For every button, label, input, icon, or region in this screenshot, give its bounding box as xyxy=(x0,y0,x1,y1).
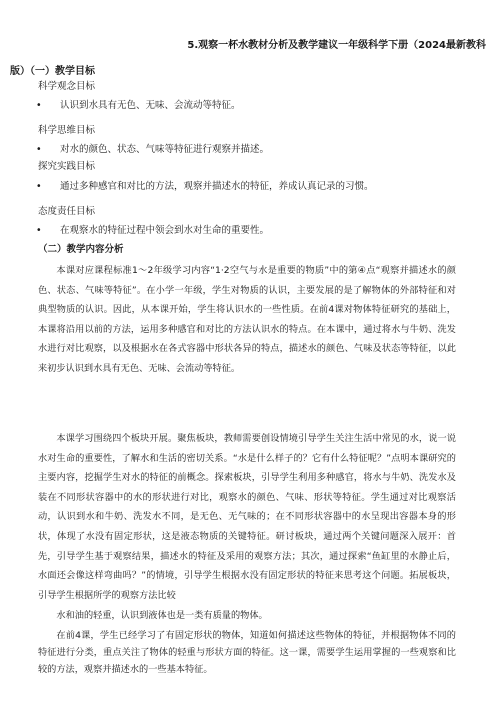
paragraph-2: 本课学习围绕四个板块开展。聚焦板块，教师需要创设情境引导学生关注生活中常见的水，说一说水对生命的重要性，了解水和生活的密切关系。“水是什么样子的？它有什么特征呢？”点明本课研究的主要内容，挖掘学生对水的特征的前概念。探索板块，引导学生利用多种感官，将水与牛奶、洗发水及装在不同形状容器中的水的形状进行对比，观察水的颜色、气味、形状等特征。学生通过对比观察活动，认识到水和牛奶、洗发水不同，是无色、无气味的；在不同形状容器中的水呈现出容器本身的形状，体现了水没有固定形状，这是液态物质的关键特征。研讨板块，通过两个关键问题深入展开：首先，引导学生基于观察结果，描述水的特征及采用的观察方法；其次，通过探索“鱼缸里的水静止后，水面还会像这样弯曲吗？”的情境，引导学生根据水没有固定形状的特征来思考这个问题。拓展板块，引导学生根据所学的观察方法比较 xyxy=(38,433,456,601)
goal-item-text: 通过多种感官和对比的方法，观察并描述水的特征，养成认真记录的习惯。 xyxy=(60,181,374,192)
bullet-icon: • xyxy=(36,225,42,236)
bullet-icon: • xyxy=(36,144,42,155)
title-line-2: 版）（一）教学目标 xyxy=(10,66,95,77)
bullet-icon: • xyxy=(36,100,42,111)
title-line-1: 5.观察一杯水教材分析及教学建议一年级科学下册（2024最新教科 xyxy=(187,40,486,51)
goal-heading-concept: 科学观念目标 xyxy=(38,81,96,92)
goal-heading-practice: 探究实践目标 xyxy=(38,161,96,172)
goal-item-practice xyxy=(36,180,374,194)
paragraph-1: 本课对应课程标准1～2年级学习内容“1·2空气与水是重要的物质”中的第④点“观察并描述水的颜色、状态、气味等特征”。在小学一年级，学生对物质的认识，主要发展的是了解物体的外部特征和对典型物质的认识。因此，从本课开始，学生将认识水的一些性质。在前4课对物体特征研究的基础上，本课将沿用以前的方法，运用多种感官和对比的方法认识水的特点。在本课中，通过将水与牛奶、洗发水进行对比观察，以及根据水在各式容器中形状各异的特点，描述水的颜色、气味及状态等特征，以此来初步认识到水具有无色、无味、会流动等特征。 xyxy=(38,265,456,374)
document-title xyxy=(10,38,490,79)
goal-item-text: 对水的颜色、状态、气味等特征进行观察并描述。 xyxy=(60,144,270,155)
goal-heading-thinking: 科学思维目标 xyxy=(38,125,96,136)
paragraph-3: 水和油的轻重，认识到液体也是一类有质量的物体。 xyxy=(56,610,268,621)
bullet-icon: • xyxy=(36,181,42,192)
goal-item-concept xyxy=(36,99,241,113)
goal-item-thinking xyxy=(36,143,269,157)
goal-item-text: 认识到水具有无色、无味、会流动等特征。 xyxy=(60,100,241,111)
paragraph-4: 在前4课，学生已经学习了有固定形状的物体，知道如何描述这些物体的特征，并根据物体不同的特征进行分类，重点关注了物体的轻重与形状方面的特征。这一课，需要学生运用掌握的一些观察和比较的方法，观察并描述水的一些基本特征。 xyxy=(38,630,456,675)
goal-heading-attitude: 态度责任目标 xyxy=(38,206,96,217)
section-heading-content-analysis: （二）教学内容分析 xyxy=(38,244,124,255)
goal-item-attitude xyxy=(36,224,269,238)
goal-item-text: 在观察水的特征过程中领会到水对生命的重要性。 xyxy=(60,225,270,236)
